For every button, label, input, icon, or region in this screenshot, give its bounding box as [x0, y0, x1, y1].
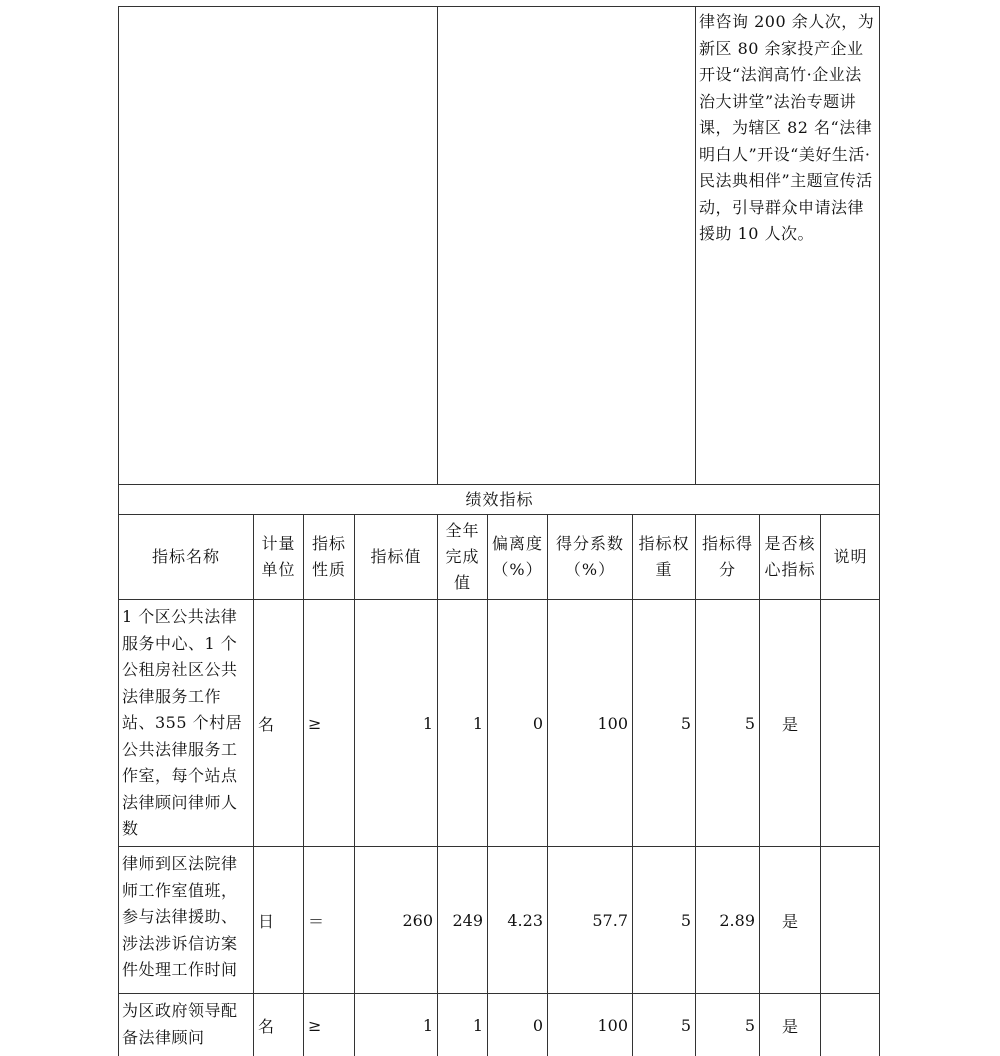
table-row-1-note [820, 599, 880, 846]
table-row-1-score: 5 [695, 599, 759, 846]
table-row-2-target: 260 [354, 846, 437, 993]
table-row-2-core: 是 [759, 846, 820, 993]
table-row-3-target: 1 [354, 993, 437, 1056]
top-cell-2 [437, 6, 695, 484]
table-row-2-score: 2.89 [695, 846, 759, 993]
table-row-1-deviation: 0 [487, 599, 547, 846]
table-row-3-coef: 100 [547, 993, 632, 1056]
table-row-1-actual: 1 [437, 599, 487, 846]
table-row-2-weight: 5 [632, 846, 695, 993]
table-row-3-name: 为区政府领导配备法律顾问 [118, 993, 253, 1056]
performance-table [118, 6, 880, 1056]
top-cell-3-text: 律咨询 200 余人次，为新区 80 余家投产企业开设“法润高竹·企业法治大讲堂”法治专题讲课，为辖区 82 名“法律明白人”开设“美好生活·民法典相伴”主题宣传活动，引导群众申请法律援助 10 人次。 [695, 6, 880, 484]
table-row-3-score: 5 [695, 993, 759, 1056]
header-unit: 计量单位 [253, 514, 303, 599]
table-row-1-unit: 名 [253, 599, 303, 846]
table-row-3-note [820, 993, 880, 1056]
table-row-1-nature: ≥ [303, 599, 354, 846]
header-score: 指标得分 [695, 514, 759, 599]
table-row-2-unit: 日 [253, 846, 303, 993]
table-row-2-deviation: 4.23 [487, 846, 547, 993]
header-core: 是否核心指标 [759, 514, 820, 599]
header-coef: 得分系数（%） [547, 514, 632, 599]
table-row-2-coef: 57.7 [547, 846, 632, 993]
table-row-3-unit: 名 [253, 993, 303, 1056]
table-row-1-target: 1 [354, 599, 437, 846]
table-row-2-name: 律师到区法院律师工作室值班，参与法律援助、涉法涉诉信访案件处理工作时间 [118, 846, 253, 993]
table-row-3-actual: 1 [437, 993, 487, 1056]
table-row-3-core: 是 [759, 993, 820, 1056]
table-row-3-deviation: 0 [487, 993, 547, 1056]
header-actual: 全年完成值 [437, 514, 487, 599]
header-deviation: 偏离度（%） [487, 514, 547, 599]
table-row-3-weight: 5 [632, 993, 695, 1056]
header-target: 指标值 [354, 514, 437, 599]
header-nature: 指标性质 [303, 514, 354, 599]
table-row-1-name: 1 个区公共法律服务中心、1 个公租房社区公共法律服务工作站、355 个村居公共法律服务工作室，每个站点法律顾问律师人数 [118, 599, 253, 846]
header-note: 说明 [820, 514, 880, 599]
table-row-2-nature: ＝ [303, 846, 354, 993]
table-row-3-nature: ≥ [303, 993, 354, 1056]
table-row-2-note [820, 846, 880, 993]
table-row-1-core: 是 [759, 599, 820, 846]
table-row-2-actual: 249 [437, 846, 487, 993]
header-indicator-name: 指标名称 [118, 514, 253, 599]
table-row-1-coef: 100 [547, 599, 632, 846]
top-cell-1 [118, 6, 437, 484]
table-row-1-weight: 5 [632, 599, 695, 846]
header-weight: 指标权重 [632, 514, 695, 599]
section-title: 绩效指标 [118, 484, 880, 514]
